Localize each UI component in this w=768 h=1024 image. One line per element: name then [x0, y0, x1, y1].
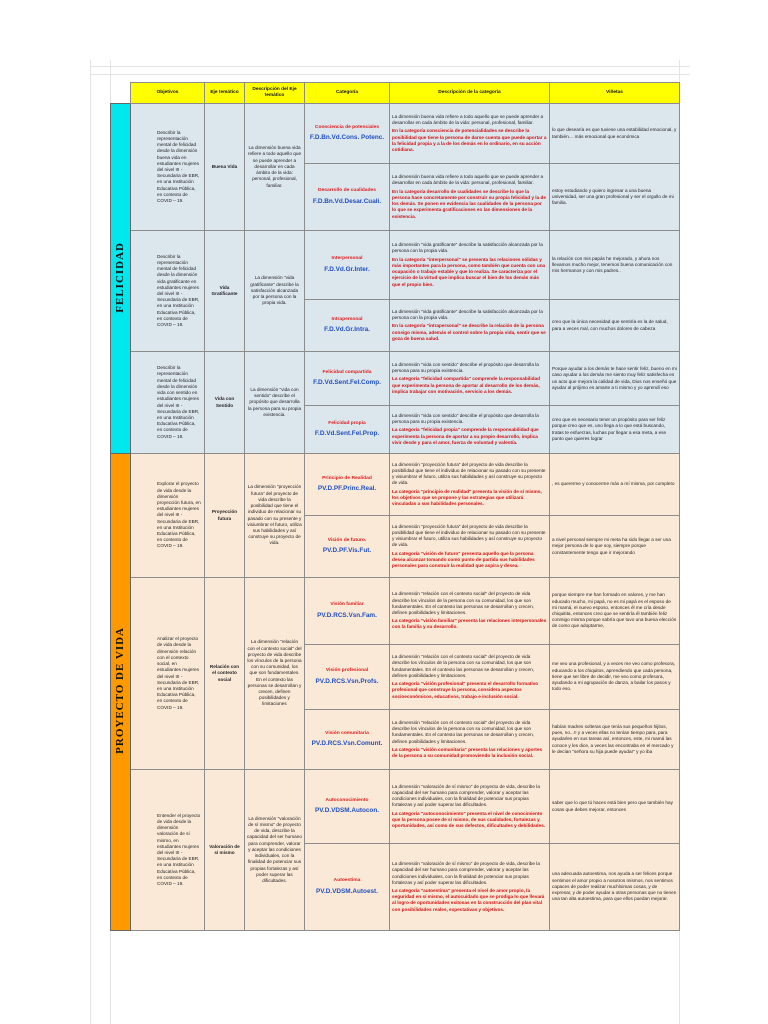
objective-cell: Analizar el proyecto de vida desde la dimensión relación con el contexto social, en estudiantes mujeres del nivel III - Secundaria de EBR, en una Institución Educativa Pública, en contexto de COVID – 19. [131, 578, 205, 770]
vignette-cell: lo que desearía es que tuviese una estabilidad emocional, y también… más emocional que económica [550, 104, 680, 164]
category-code: F.D.Vd.Gr.Intra. [324, 326, 370, 334]
grid-line [90, 74, 690, 75]
category-description-cell [390, 516, 550, 578]
category-cell [305, 406, 390, 454]
category-definition: En la categoría consciencia de potencialidades se describe la posibilidad que tiene la persona de darse cuenta que puede aportar a la felicidad propia y a la de los demás en lo ordinario, en su acción cotidiana. [392, 128, 547, 152]
category-name: Visión de futuro. [327, 537, 367, 543]
dimension-text: La dimensión "vida con sentido" describe el propósito que desarrolla la persona para su propia existencia. [392, 412, 539, 425]
category-code: PV.D.VDSM.Autocon. [314, 807, 380, 815]
vignette-cell: porque siempre me han formado en valores, y me han educado mucho, mi papá, no es mi papá es el esposo de mi mamá, el nuevo esposo, entonces él me cría desde chiquitita, entonces creo que se sentiría él también feliz conmigo misma porque sabría que tuvo una buena elección de como que adoptarme, [550, 578, 680, 645]
category-name: Interpersonal [331, 256, 363, 262]
section-label [111, 104, 131, 454]
category-definition: La categoría "autoconocimiento" presenta el nivel de conocimiento que la persona posee de sí mismo, de sus cualidades, fortalezas y oportunidades, así como de sus defectos, dificultades y debilidades. [392, 810, 546, 828]
category-code: PV.D.PF.Vis.Fut. [322, 547, 372, 555]
category-name: Consciencia de potenciales [314, 124, 380, 130]
vignette-cell: a nivel personal siempre mi meta ha sido llegar a ser una mejor persona de lo que soy, siempre porque constantemente tengo que ir mejorando [550, 516, 680, 578]
category-cell [305, 300, 390, 352]
category-code: F.D.Vd.Sent.Fel.Prop. [314, 430, 380, 438]
category-cell [305, 104, 390, 164]
table-row [111, 104, 680, 164]
category-name: Visión familiar [330, 602, 364, 608]
axis-cell: Relación con el contexto social [205, 578, 245, 770]
category-definition: La categoría "visión de futuro" presenta aquello que la persona desea alcanzar tomando como punto de partida sus habilidades personales para construir la realidad que aspira y desea. [392, 550, 535, 568]
category-cell [305, 844, 390, 931]
category-definition: En la categoría "intrapersonal" se describe la relación de la persona consigo misma, además el control sobre la propia vida, sentir que se goza de buena salud. [392, 323, 546, 341]
category-description-cell [390, 231, 550, 300]
axis-description-cell: La dimensión "vida gratificante" describe la satisfacción alcanzada por la persona con la propia vida. [245, 231, 305, 352]
vignette-cell: Porque ayudar a los demás te hace sentir feliz, bueno en mi caso ayudar a los demás me siento muy feliz satisfecha es un acto que mejora la calidad de vida, Dios nos enseñó que ayudar al prójimo es amarte a ti mismo y yo aprendí eso [550, 352, 680, 406]
category-description-cell [390, 770, 550, 844]
vignette-cell: una adecuada autoestima, nos ayuda a ser felices porque sentimos el amor propio a nosotros mismos, nos sentimos capaces de poder realizar muchísimas cosas, y de expresar, y de poder ayudar a otras personas que no tienen una tan alta autoestima, para que ellos puedan mejorar. [550, 844, 680, 931]
header-vinetas: Viñetas [550, 83, 680, 104]
vignette-cell: saber que lo que tú haces está bien pero que también hay cosas que debes mejorar, entonces [550, 770, 680, 844]
category-description-cell [390, 578, 550, 645]
table-row [111, 770, 680, 844]
header-desc-eje: Descripción del Eje temático [245, 83, 305, 104]
categories-table [110, 82, 680, 931]
category-code: PV.D.PF.Princ.Real. [317, 485, 377, 493]
category-name: Desarrollo de cualidades [318, 188, 376, 194]
axis-cell: Valoración de sí mismo [205, 770, 245, 931]
axis-description-cell: La dimensión "vida con sentido" describe el propósito que desarrolla la persona para su propia existencia. [245, 352, 305, 454]
category-definition: La categoría "visión profesional" presenta el desarrollo formativo profesional que construye la persona, considera aspectos socioeconómicos, educativos, trabajo e inclusión social. [392, 681, 539, 699]
category-definition: En la categoría "interpersonal" se presenta las relaciones sólidas y más importantes para la persona, como también que cuenta con una ocupación o trabajo estable y que lo realiza. Se caracteriza por el ejercicio de la virtud que implica buscar el bien de los demás más que el propio bien. [392, 256, 546, 287]
table-row [111, 578, 680, 645]
category-cell [305, 164, 390, 231]
category-description-cell [390, 710, 550, 770]
category-cell [305, 770, 390, 844]
axis-cell: Proyección futura [205, 454, 245, 578]
dimension-text: La dimensión "valoración de sí mismo" de proyecto de vida, describe la capacidad del ser humano para comprender, valorar y aceptar las condiciones individuales, con la finalidad de potenciar sus propias fortalezas y así poder superar las dificultades. [392, 783, 540, 808]
category-cell [305, 516, 390, 578]
category-definition: La categoría "autoestima" presenta el nivel de amor propio, la seguridad en sí mismo, el autocuidado que se prodiga lo que llevará al logro de oportunidades exitosas en la construcción del plan vital con posibilidades reales, expectativas y objetivos. [392, 888, 545, 912]
vignette-cell: habían madres solteras que tenía sus pequeños hijitos, pues, no...!! y a veces ellas no tenían tiempo para, para ayudarles en sus tareas así, entonces, este, mi mamá las conoce y les dice, a veces las encontraba en el mercado y le decían "señora su hija puede ayudar" y yo iba [550, 710, 680, 770]
axis-description-cell: La dimensión "valoración de sí mismo" de proyecto de vida, describe la capacidad del ser humano para comprender, valorar y aceptar las condiciones individuales, con la finalidad de potenciar sus propias fortalezas y así poder superar las dificultades. [245, 770, 305, 931]
dimension-text: La dimensión buena vida refiere a todo aquello que se puede aprender a desarrollar en cada ámbito de la vida: personal, profesional, familiar. [392, 113, 544, 126]
axis-description-cell: La dimensión buena vida refiere a todo aquello que se puede aprender a desarrollar en cada ámbito de la vida: personal, profesional, familiar. [245, 104, 305, 231]
dimension-text: La dimensión "relación con el contexto social" del proyecto de vida describe los vínculos de la persona con su comunidad, los que son fundamentales. En el contexto las personas se desarrollan y crecen, definen posibilidades y limitaciones. [392, 654, 535, 678]
vignette-cell: , es quererme y conocerme más a mí misma, por completo [550, 454, 680, 516]
category-description-cell [390, 645, 550, 710]
axis-description-cell: La dimensión "proyección futura" del proyecto de vida describe la posibilidad que tiene el individuo de relacionar su pasado con su presente y visiumbrar el futuro, utiliza sus habilidades y así construye su proyecto de vida. [245, 454, 305, 578]
category-description-cell [390, 352, 550, 406]
category-code: F.D.Vd.Gr.Inter. [324, 265, 370, 273]
category-description-cell [390, 164, 550, 231]
vignette-cell: estoy estudiando y quiero ingresar a una buena universidad, ser una gran profesional y ser el orgullo de mi familia. [550, 164, 680, 231]
header-blank [111, 83, 131, 104]
axis-cell: Vida Gratificante [205, 231, 245, 352]
category-name: Principio de Realidad [322, 475, 372, 481]
category-definition: En la categoría desarrollo de cualidades se describe lo que la persona hace concretamente por construir su propia felicidad y la de los demás. Se ponen en evidencia las cualidades de la persona por lo que se experimenta gratificaciones en las dimensiones de la existencia. [392, 188, 546, 219]
dimension-text: La dimensión buena vida refiere a todo aquello que se puede aprender a desarrollar en cada ámbito de la vida: personal, profesional, familiar. [392, 174, 544, 186]
header-desc-categoria: Descripción de la categoría [390, 83, 550, 104]
category-definition: La categoría "visión comunitaria" presenta las relaciones y aportes de la persona a su comunidad promoviendo la inclusión social. [392, 746, 543, 758]
category-name: Felicidad propia [328, 420, 366, 426]
category-name: Visión profesional [325, 668, 369, 674]
dimension-text: La dimensión "valoración de sí mismo" de proyecto de vida, describe la capacidad del ser humano para comprender, valorar y aceptar las condiciones individuales, con la finalidad de potenciar sus propias fortalezas y así poder superar las dificultades. [392, 861, 540, 885]
dimension-text: La dimensión "vida gratificante" describe la satisfacción alcanzada por la persona con la propia vida. [392, 308, 543, 321]
axis-cell: Vida con Sentido [205, 352, 245, 454]
header-eje: Eje temático [205, 83, 245, 104]
category-cell [305, 645, 390, 710]
category-description-cell [390, 104, 550, 164]
section-label [111, 454, 131, 931]
axis-cell: Buena Vida [205, 104, 245, 231]
section-title: FELICIDAD [114, 242, 127, 313]
category-code: PV.D.VDSM.Autoest. [316, 887, 378, 895]
category-cell [305, 231, 390, 300]
category-name: Autoestima [333, 878, 361, 884]
header-row [111, 83, 680, 104]
table-row [111, 352, 680, 406]
header-categoria: Categoría [305, 83, 390, 104]
header-objetivos: Objetivos [131, 83, 205, 104]
category-definition: La categoría "principio de realidad" presenta la visión de sí mismo, los objetivos que se propone y las estrategias que utilizará vinculadas a sus habilidades personales. [392, 488, 542, 506]
category-code: PV.D.RCS.Vsn.Fam. [317, 611, 377, 619]
dimension-text: La dimensión "relación con el contexto social" del proyecto de vida describe los vínculos de la persona con su comunidad, los que son fundamentales. En el contexto las personas se desarrollan y crecen, definen posibilidades y limitaciones. [392, 591, 535, 615]
category-cell [305, 454, 390, 516]
dimension-text: La dimensión "relación con el contexto social" del proyecto de vida describe los vínculos de la persona con su comunidad, los que son fundamentales. En el contexto las personas se desarrollan y crecen, definen posibilidades y limitaciones. [392, 719, 535, 744]
category-definition: La categoría "felicidad compartida" comprende la responsabilidad que experimenta la persona de aportar al desarrollo de los demás, implica trabajar con motivación, servicio a los demás. [392, 376, 540, 394]
category-cell [305, 578, 390, 645]
category-description-cell [390, 844, 550, 931]
objective-cell: Describir la representación mental de felicidad desde la dimensión vida gratificante en estudiantes mujeres del nivel III - Secundaria de EBR, en una Institución Educativa Pública, en contexto de COVID – 19. [131, 231, 205, 352]
objective-cell: Explorar el proyecto de vida desde la dimensión proyección futura, en estudiantes mujeres del nivel III - Secundaria de EBR, en una Institución Educativa Pública, en contexto de COVID – 19. [131, 454, 205, 578]
category-code: F.D.Bn.Vd.Desar.Cuali. [312, 197, 382, 205]
vignette-cell: creo que la única necesidad que sentiría es la de salud, para a veces mal, con muchos dolores de cabeza [550, 300, 680, 352]
category-code: F.D.Vd.Sent.Fel.Comp. [313, 379, 381, 387]
category-name: Visión comunitaria [325, 730, 369, 736]
vignette-cell: me veo una profesional, y a veces me veo como profesora, educando a los chiquitos, aprendiendo que cada persona, tiene que ser libre de decidir, me veo como profesora, ayudando a mi agrupación de danza, a bailar los pasos y todo eso. [550, 645, 680, 710]
grid-line [90, 66, 690, 67]
objective-cell: Describir la representación mental de felicidad desde la dimensión buena vida en estudiantes mujeres del nivel III - Secundaria de EBR, en una Institución Educativa Pública, en contexto de COVID – 19. [131, 104, 205, 231]
grid-line [90, 60, 91, 1024]
section-title: PROYECTO DE VIDA [114, 627, 127, 755]
category-cell [305, 710, 390, 770]
category-definition: La categoría "visión familiar" presenta las relaciones interpersonales con la familia y su desarrollo. [392, 618, 547, 630]
category-description-cell [390, 300, 550, 352]
category-name: Intrapersonal [331, 316, 363, 322]
category-cell [305, 352, 390, 406]
vignette-cell: la relación con mis papás he mejorado, y ahora nos llevamos mucho mejor, tenemos buena comunicación con mis hermanos y con mis padres.. [550, 231, 680, 300]
dimension-text: La dimensión "vida gratificante" describe la satisfacción alcanzada por la persona con la propia vida. [392, 242, 543, 254]
table-row [111, 231, 680, 300]
objective-cell: Describir la representación mental de felicidad desde la dimensión vida con sentido en estudiantes mujeres del nivel III - Secundaria de EBR, en una Institución Educativa Pública, en contexto de COVID – 19. [131, 352, 205, 454]
category-definition: La categoría "felicidad propia" comprende la responsabilidad que experimenta la persona de aportar a su propio desarrollo, implica vivir desde y para el amor, fuerza de voluntad y valentía. [392, 427, 539, 445]
objective-cell: Entender el proyecto de vida desde la dimensión valoración de sí mismo, en estudiantes mujeres del nivel III - Secundaria de EBR, en una Institución Educativa Pública, en contexto de COVID – 19. [131, 770, 205, 931]
category-description-cell [390, 454, 550, 516]
category-description-cell [390, 406, 550, 454]
axis-description-cell: La dimensión "relación con el contexto social" del proyecto de vida describe los vínculos de la persona con su comunidad, los que son fundamentales. En el contexto las personas se desarrollan y crecen, definen posibilidades y limitaciones [245, 578, 305, 770]
dimension-text: La dimensión "vida con sentido" describe el propósito que desarrolla la persona para su propia existencia. [392, 361, 539, 374]
dimension-text: La dimensión "proyección futura" del proyecto de vida describe la posibilidad que tiene el individuo de relacionar su pasado con su presente y visiumbrar el futuro, utiliza sus habilidades y así construye su proyecto de vida. [392, 523, 546, 548]
category-code: F.D.Bn.Vd.Cons. Potenc. [309, 134, 385, 142]
vignette-cell: creo que es necesario tener un propósito para ser feliz porque creo que es, uno llega a lo que está buscando, tratas te esfuerzas, luchas por llegar a esa meta, a ese punto que quieres lograr [550, 406, 680, 454]
table-row [111, 454, 680, 516]
category-name: Felicidad compartida [322, 369, 372, 375]
category-name: Autoconocimiento [325, 797, 369, 803]
category-code: PV.D.RCS.Vsn.Profs. [315, 677, 379, 685]
category-code: PV.D.RCS.Vsn.Comunt. [311, 740, 383, 748]
dimension-text: La dimensión "proyección futura" del proyecto de vida describe la posibilidad que tiene el individuo de relacionar su pasado con su presente y visiumbrar el futuro, utiliza sus habilidades y así construye su proyecto de vida. [392, 461, 546, 486]
